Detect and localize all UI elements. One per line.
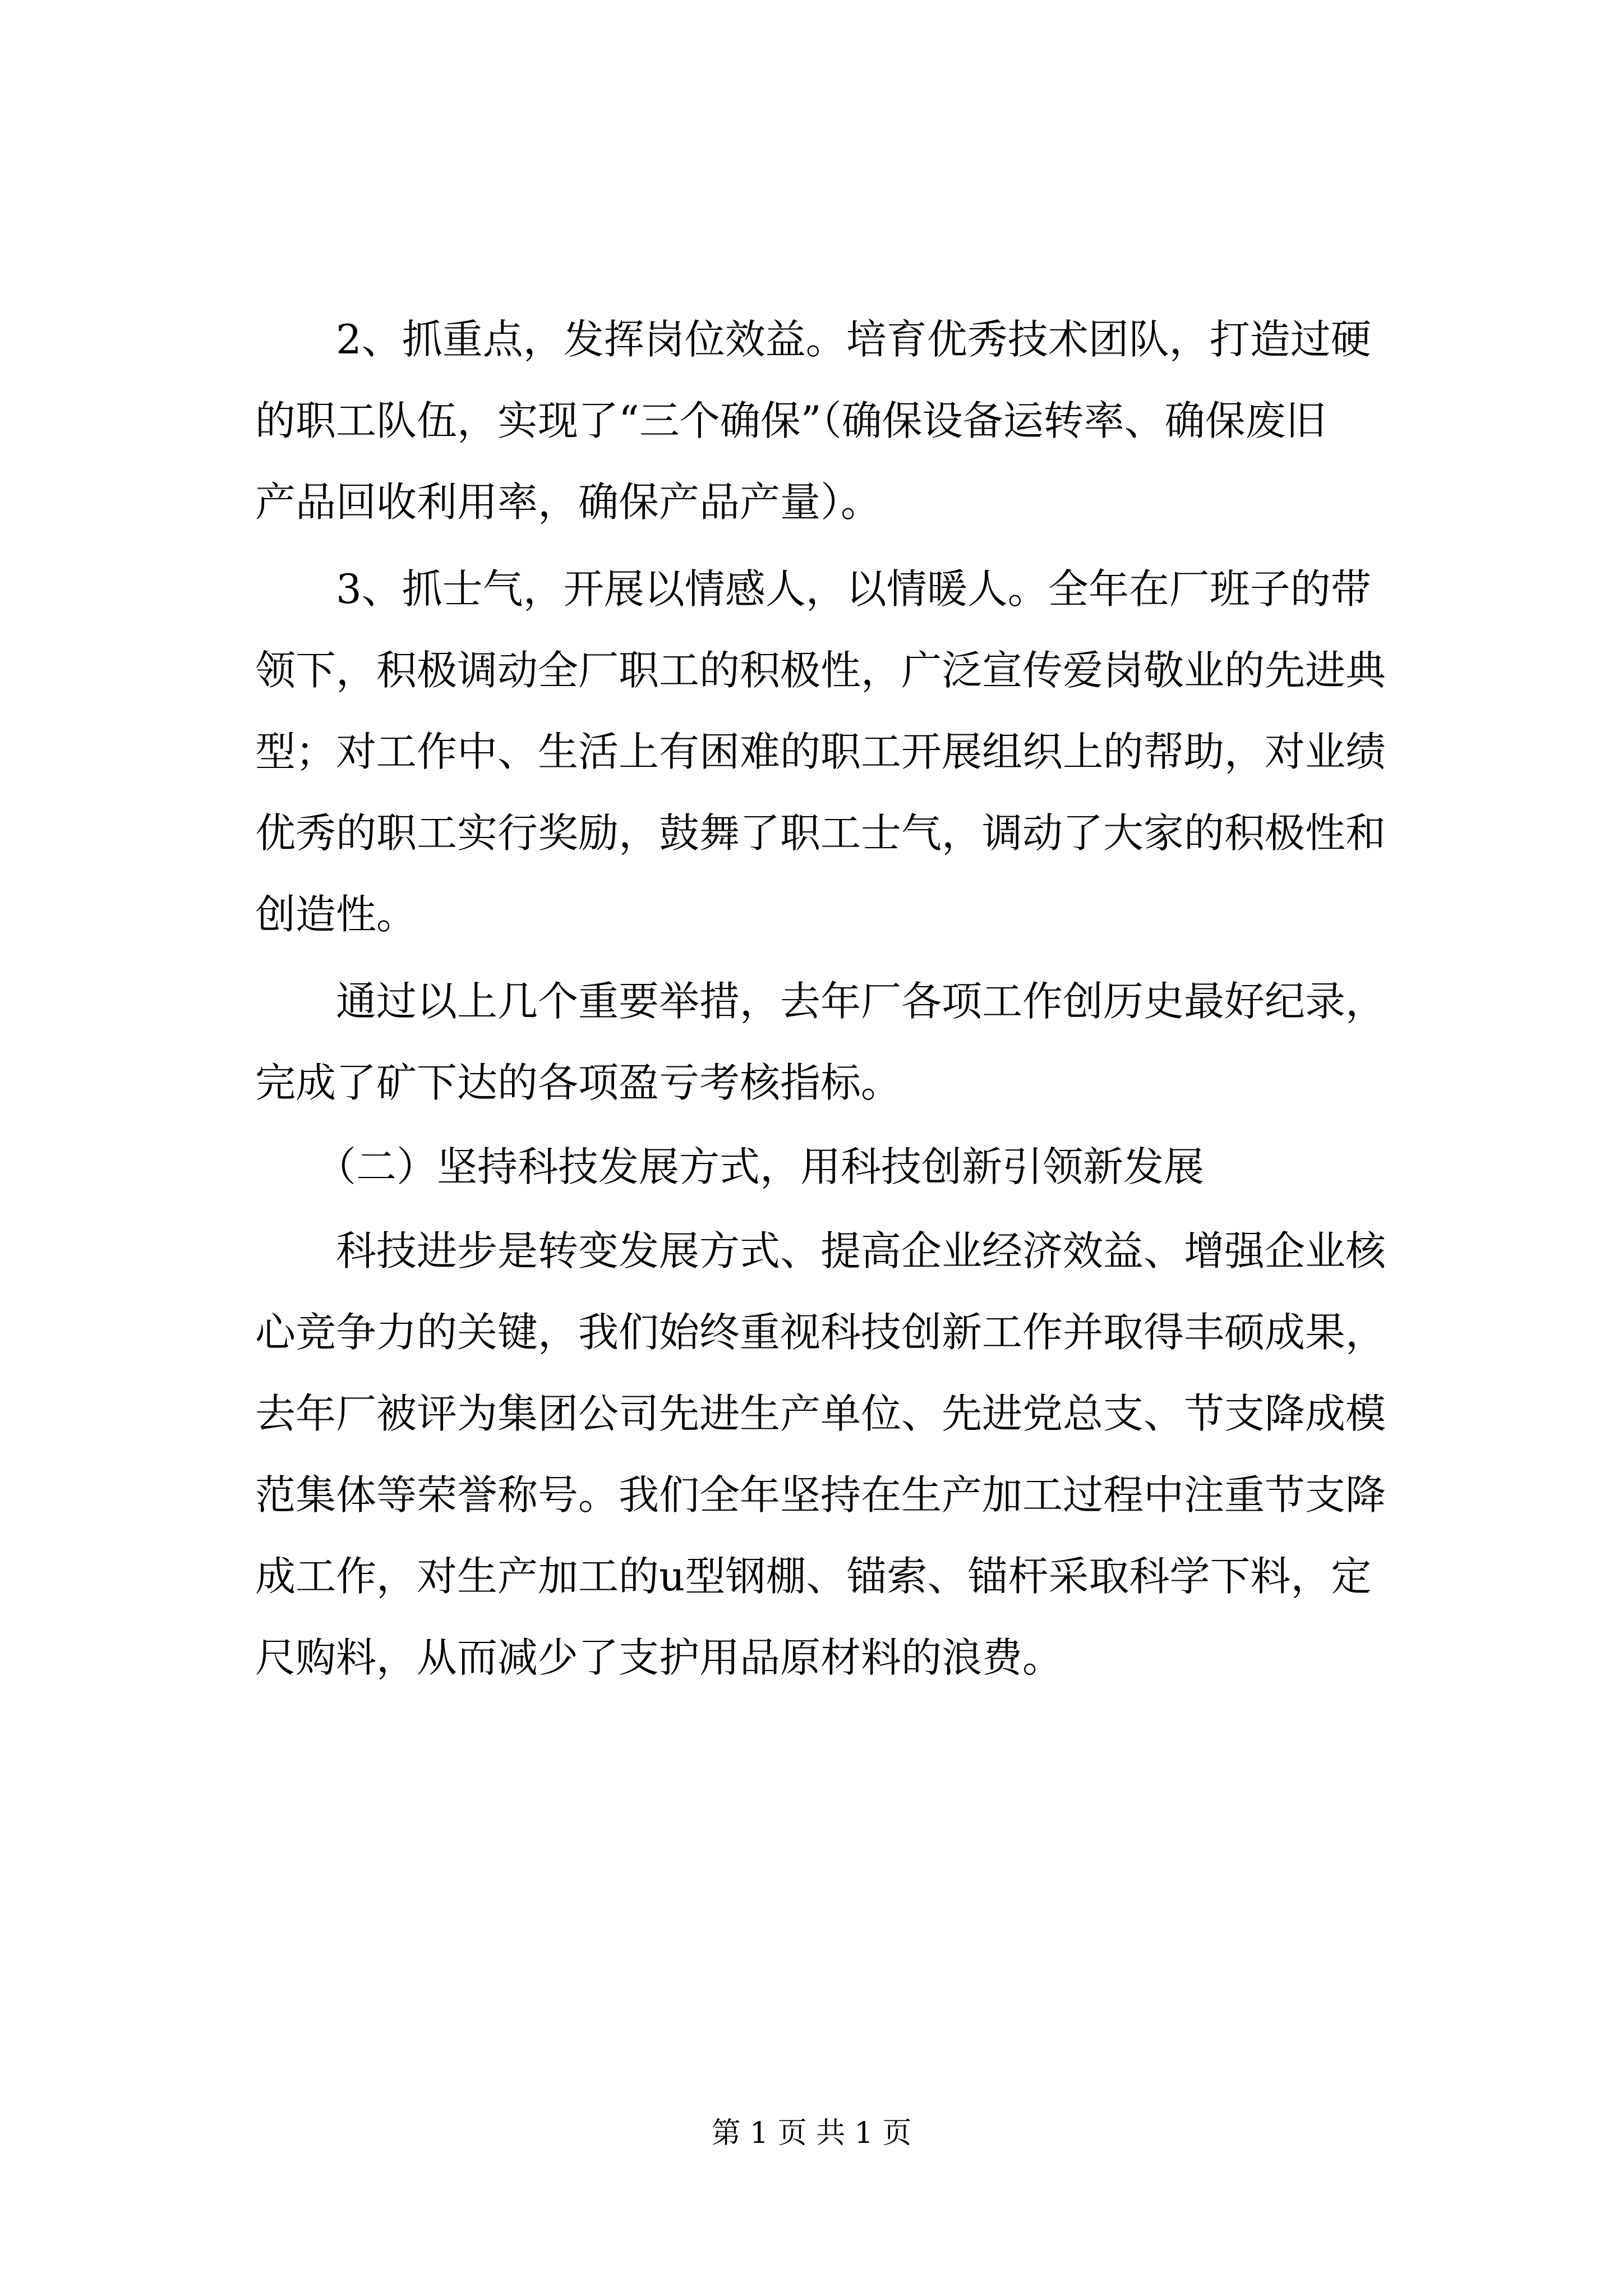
text-line: 通过以上几个重要举措，去年厂各项工作创历史最好纪录， — [255, 978, 1386, 1025]
text-line: 型；对工作中、生活上有困难的职工开展组织上的帮助，对业绩 — [255, 728, 1386, 775]
page-number-footer: 第 1 页 共 1 页 — [711, 2116, 912, 2150]
text-line: 去年厂被评为集团公司先进生产单位、先进党总支、节支降成模 — [255, 1390, 1386, 1437]
text-line: 范集体等荣誉称号。我们全年坚持在生产加工过程中注重节支降 — [255, 1471, 1386, 1519]
text-line: 优秀的职工实行奖励，鼓舞了职工士气，调动了大家的积极性和 — [255, 809, 1386, 857]
text-line: 领下，积极调动全厂职工的积极性，广泛宣传爱岗敬业的先进典 — [255, 647, 1386, 694]
text-line: 完成了矿下达的各项盈亏考核指标。 — [255, 1059, 902, 1106]
text-line: 产品回收利用率，确保产品产量）。 — [255, 478, 882, 526]
text-line: 心竞争力的关键，我们始终重视科技创新工作并取得丰硕成果， — [255, 1309, 1386, 1356]
text-line: 的职工队伍，实现了“三个确保”（确保设备运转率、确保废旧 — [255, 397, 1326, 444]
text-line: 3、抓士气，开展以情感人，以情暖人。全年在厂班子的带 — [255, 565, 1371, 613]
text-line: 2、抓重点，发挥岗位效益。培育优秀技术团队，打造过硬 — [255, 316, 1371, 363]
section-heading: （二）坚持科技发展方式，用科技创新引领新发展 — [255, 1143, 1205, 1190]
text-line: 成工作，对生产加工的u型钢棚、锚索、锚杆采取科学下料，定 — [255, 1553, 1372, 1600]
text-line: 科技进步是转变发展方式、提高企业经济效益、增强企业核 — [255, 1227, 1386, 1274]
text-line: 尺购料，从而减少了支护用品原材料的浪费。 — [255, 1634, 1063, 1681]
text-line: 创造性。 — [255, 891, 417, 938]
